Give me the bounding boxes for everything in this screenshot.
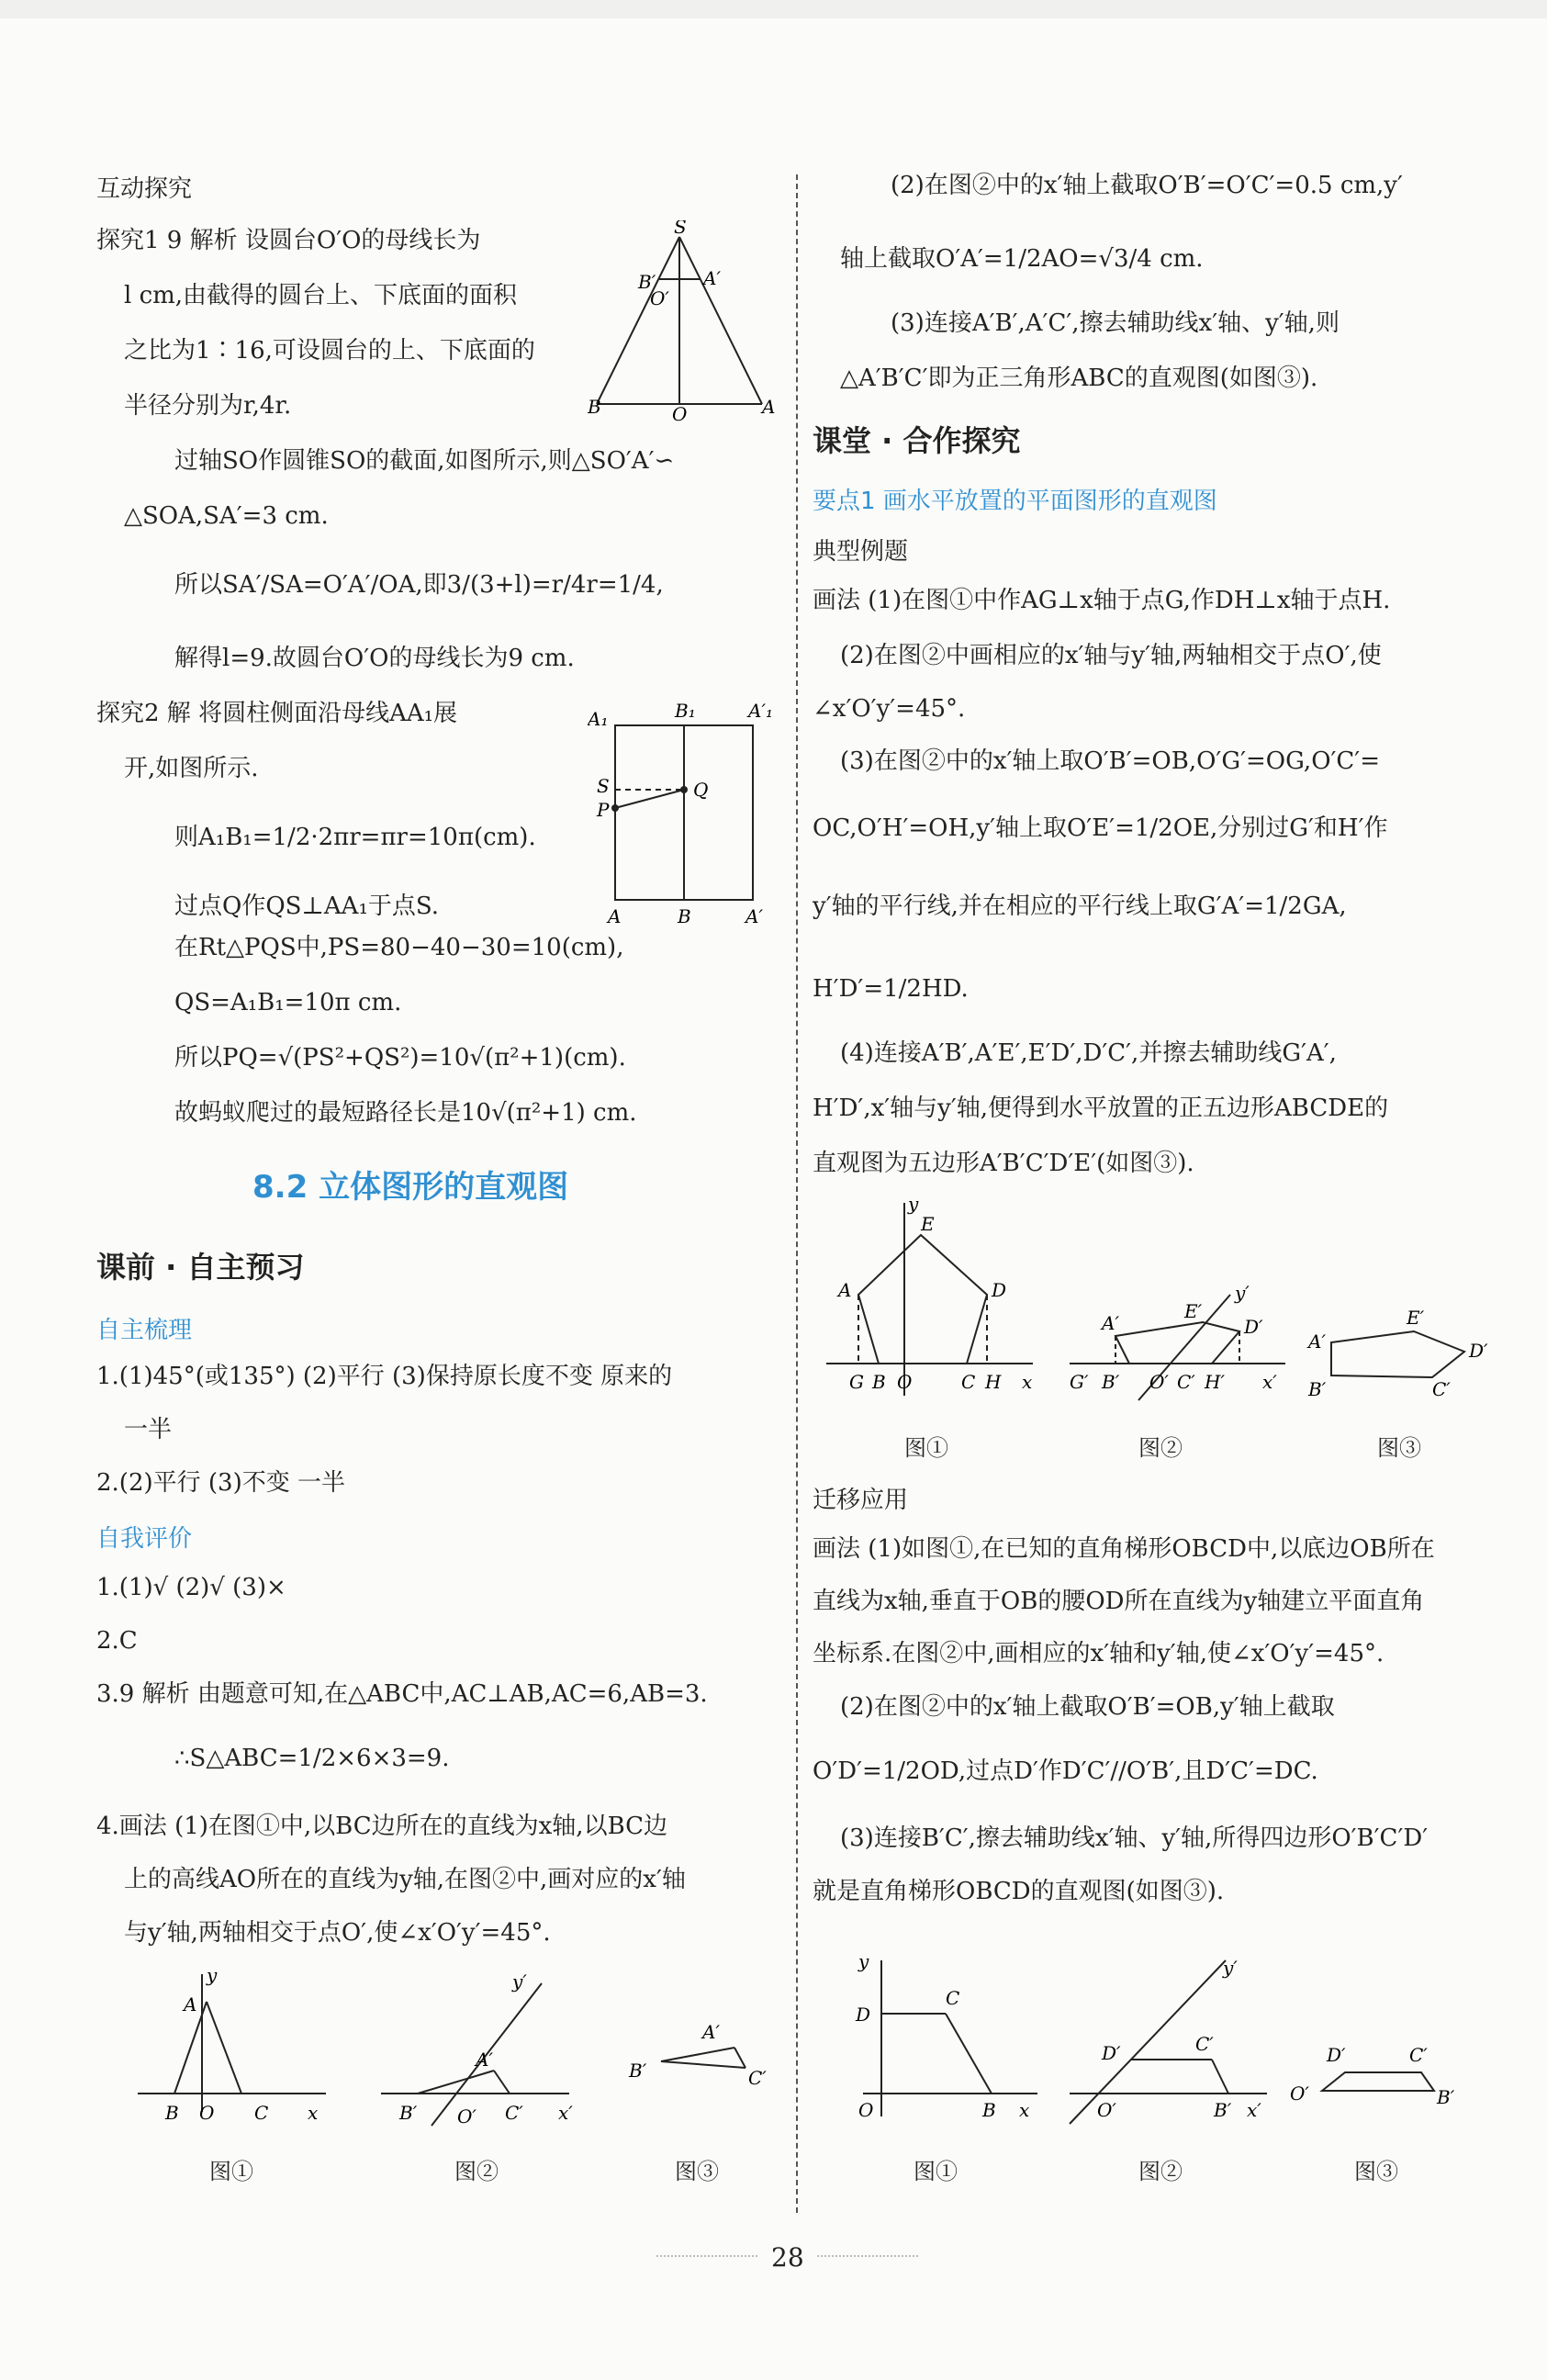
triangle-figure-3 — [624, 2011, 790, 2121]
formula-line: O′D′=1/2OD,过点D′作D′C′//O′B′,且D′C′=DC. — [813, 1757, 1318, 1785]
page-number: 28 — [771, 2242, 804, 2273]
svg-text:B: B — [678, 905, 691, 927]
subheading-transfer: 迁移应用 — [813, 1487, 909, 1514]
text-line: 2.(2)平行 (3)不变 一半 — [96, 1469, 345, 1497]
svg-text:A′₁: A′₁ — [748, 700, 774, 722]
svg-text:C′: C′ — [1409, 2044, 1428, 2066]
text-line: 1.(1)45°(或135°) (2)平行 (3)保持原长度不变 原来的 — [96, 1363, 673, 1390]
text-line: 在Rt△PQS中,PS=80−40−30=10(cm), — [174, 934, 624, 961]
text-line: 直观图为五边形A′B′C′D′E′(如图③). — [813, 1150, 1194, 1177]
svg-text:D′: D′ — [1244, 1316, 1263, 1338]
text-line: 直线为x轴,垂直于OB的腰OD所在直线为y轴建立平面直角 — [813, 1588, 1425, 1615]
svg-text:E: E — [921, 1213, 935, 1235]
text-line: (3)在图②中的x′轴上取O′B′=OB,O′G′=OG,O′C′= — [840, 747, 1380, 775]
text-line: 半径分别为r,4r. — [124, 392, 292, 420]
svg-text:C′: C′ — [505, 2102, 523, 2124]
svg-text:A₁: A₁ — [588, 708, 609, 730]
svg-text:S: S — [597, 775, 610, 797]
svg-text:O: O — [672, 403, 688, 422]
pentagon-figure-3 — [1304, 1304, 1497, 1405]
svg-text:D: D — [856, 2004, 871, 2026]
figure-caption: 图③ — [1354, 2159, 1398, 2184]
svg-text:E′: E′ — [1407, 1307, 1425, 1329]
figure-caption: 图② — [1138, 1435, 1183, 1461]
figure-caption: 图③ — [675, 2159, 719, 2184]
svg-text:B′: B′ — [399, 2102, 418, 2124]
svg-text:B₁: B₁ — [675, 700, 696, 722]
svg-text:H′: H′ — [1205, 1371, 1225, 1393]
text-line: 之比为1∶16,可设圆台的上、下底面的 — [124, 337, 535, 365]
svg-text:C: C — [946, 1987, 960, 2009]
svg-text:A: A — [184, 1993, 197, 2015]
svg-text:D: D — [992, 1279, 1007, 1301]
svg-text:O′: O′ — [1097, 2099, 1116, 2121]
subheading-keypoint: 要点1 画水平放置的平面图形的直观图 — [813, 488, 1217, 515]
trapezoid-figure-1 — [845, 1951, 1047, 2126]
text-line: OC,O′H′=OH,y′轴上取O′E′=1/2OE,分别过G′和H′作 — [813, 814, 1388, 842]
svg-text:y′: y′ — [1235, 1282, 1250, 1304]
svg-text:D′: D′ — [1469, 1340, 1488, 1362]
subheading-self-eval: 自我评价 — [96, 1525, 193, 1553]
trapezoid-figure-3 — [1285, 2034, 1478, 2126]
cone-section-figure — [588, 220, 790, 422]
text-line: H′D′=1/2HD. — [813, 975, 969, 1003]
pentagon-figure-2 — [1065, 1276, 1295, 1405]
svg-text:C′: C′ — [1432, 1378, 1451, 1400]
text-line: 探究2 解 将圆柱侧面沿母线AA₁展 — [96, 700, 458, 727]
svg-text:y: y — [207, 1965, 218, 1986]
text-line: 开,如图所示. — [124, 755, 259, 782]
heading-classroom: 课堂 · 合作探究 — [813, 423, 1021, 458]
text-line: △A′B′C′即为正三角形ABC的直观图(如图③). — [840, 365, 1318, 392]
svg-text:C′: C′ — [1195, 2033, 1214, 2055]
pentagon-figure-1 — [813, 1194, 1051, 1405]
svg-text:Q: Q — [693, 779, 709, 801]
text-line: 画法 (1)在图①中作AG⊥x轴于点G,作DH⊥x轴于点H. — [813, 587, 1391, 614]
text-line: 4.画法 (1)在图①中,以BC边所在的直线为x轴,以BC边 — [96, 1813, 668, 1840]
formula-line: 所以PQ=√(PS²+QS²)=10√(π²+1)(cm). — [174, 1044, 626, 1072]
svg-text:C: C — [254, 2102, 269, 2124]
svg-text:B: B — [982, 2099, 996, 2121]
svg-text:B′: B′ — [1102, 1371, 1120, 1393]
text-line: y′轴的平行线,并在相应的平行线上取G′A′=1/2GA, — [813, 892, 1347, 920]
svg-text:x′: x′ — [558, 2102, 573, 2124]
footer-ornament-left — [656, 2255, 757, 2257]
svg-text:x: x — [1019, 2099, 1030, 2121]
svg-text:x: x — [308, 2102, 319, 2124]
svg-text:E′: E′ — [1184, 1300, 1203, 1322]
text-line: 就是直角梯形OBCD的直观图(如图③). — [813, 1878, 1225, 1905]
text-line: 1.(1)√ (2)√ (3)× — [96, 1574, 286, 1601]
svg-text:P: P — [597, 799, 610, 821]
svg-text:D′: D′ — [1102, 2042, 1121, 2064]
triangle-figure-1 — [133, 1965, 335, 2130]
figure-caption: 图② — [1138, 2159, 1183, 2184]
text-line: 一半 — [124, 1416, 173, 1443]
figure-caption: 图① — [209, 2159, 253, 2184]
svg-text:A: A — [838, 1279, 852, 1301]
svg-text:D′: D′ — [1327, 2044, 1346, 2066]
svg-text:x: x — [1022, 1371, 1033, 1393]
formula-line: 所以SA′/SA=O′A′/OA,即3/(3+l)=r/4r=1/4, — [174, 571, 664, 599]
svg-text:O′: O′ — [650, 287, 669, 309]
figure-caption: 图② — [454, 2159, 499, 2184]
svg-text:O′: O′ — [1290, 2082, 1309, 2105]
svg-text:y: y — [858, 1951, 869, 1972]
text-line: 探究1 9 解析 设圆台O′O的母线长为 — [96, 227, 481, 254]
figure-caption: 图③ — [1377, 1435, 1421, 1461]
text-line: 过点Q作QS⊥AA₁于点S. — [174, 892, 440, 920]
text-line: 3.9 解析 由题意可知,在△ABC中,AC⊥AB,AC=6,AB=3. — [96, 1680, 708, 1708]
svg-text:S: S — [674, 220, 687, 238]
svg-text:A′: A′ — [476, 2049, 493, 2071]
text-line: 解得l=9.故圆台O′O的母线长为9 cm. — [174, 645, 575, 672]
section-label-interactive: 互动探究 — [96, 175, 193, 203]
svg-text:B: B — [588, 396, 601, 418]
text-line: 画法 (1)如图①,在已知的直角梯形OBCD中,以底边OB所在 — [813, 1535, 1435, 1563]
text-line: (3)连接B′C′,擦去辅助线x′轴、y′轴,所得四边形O′B′C′D′ — [840, 1824, 1429, 1852]
text-line: 故蚂蚁爬过的最短路径长是10√(π²+1) cm. — [174, 1099, 637, 1127]
svg-text:C: C — [961, 1371, 976, 1393]
text-line: l cm,由截得的圆台上、下底面的面积 — [124, 282, 518, 309]
formula-line: ∴S△ABC=1/2×6×3=9. — [174, 1745, 450, 1772]
svg-text:A′: A′ — [1102, 1312, 1119, 1334]
triangle-figure-2 — [376, 1965, 588, 2130]
column-divider — [796, 174, 798, 2213]
svg-text:y: y — [908, 1194, 919, 1215]
svg-text:x′: x′ — [1247, 2099, 1261, 2121]
text-line: (2)在图②中的x′轴上截取O′B′=OB,y′轴上截取 — [840, 1693, 1335, 1721]
subheading-summary: 自主梳理 — [96, 1317, 193, 1344]
svg-text:O: O — [199, 2102, 215, 2124]
formula-line: 则A₁B₁=1/2·2πr=πr=10π(cm). — [174, 824, 536, 851]
text-line: QS=A₁B₁=10π cm. — [174, 989, 402, 1016]
svg-text:A′: A′ — [703, 267, 721, 289]
svg-text:A′: A′ — [745, 905, 763, 927]
text-line: 上的高线AO所在的直线为y轴,在图②中,画对应的x′轴 — [124, 1866, 686, 1893]
text-line: ∠x′O′y′=45°. — [813, 695, 966, 723]
text-line: H′D′,x′轴与y′轴,便得到水平放置的正五边形ABCDE的 — [813, 1095, 1389, 1122]
text-line: (2)在图②中的x′轴上截取O′B′=O′C′=0.5 cm,y′ — [891, 172, 1403, 199]
svg-text:x′: x′ — [1262, 1371, 1277, 1393]
svg-text:B′: B′ — [1437, 2086, 1455, 2108]
svg-text:A: A — [608, 905, 622, 927]
svg-text:B: B — [165, 2102, 179, 2124]
svg-text:O′: O′ — [1149, 1371, 1169, 1393]
text-line: 与y′轴,两轴相交于点O′,使∠x′O′y′=45°. — [124, 1919, 551, 1947]
svg-text:B: B — [872, 1371, 886, 1393]
svg-text:H: H — [985, 1371, 1002, 1393]
svg-text:y′: y′ — [512, 1970, 527, 1993]
trapezoid-figure-2 — [1065, 1951, 1285, 2126]
svg-text:O: O — [858, 2099, 874, 2121]
text-line: 过轴SO作圆锥SO的截面,如图所示,则△SO′A′∽ — [174, 447, 675, 475]
svg-text:B′: B′ — [1308, 1378, 1327, 1400]
text-line: (3)连接A′B′,A′C′,擦去辅助线x′轴、y′轴,则 — [891, 309, 1340, 337]
svg-text:A′: A′ — [702, 2021, 720, 2043]
svg-text:O: O — [897, 1371, 913, 1393]
svg-text:G: G — [849, 1371, 864, 1393]
svg-text:y′: y′ — [1223, 1957, 1238, 1979]
footer-ornament-right — [817, 2255, 918, 2257]
section-title: 8.2 立体图形的直观图 — [252, 1169, 569, 1206]
text-line: 坐标系.在图②中,画相应的x′轴和y′轴,使∠x′O′y′=45°. — [813, 1640, 1384, 1667]
svg-text:C′: C′ — [1177, 1371, 1195, 1393]
svg-text:G′: G′ — [1070, 1371, 1089, 1393]
top-band — [0, 0, 1547, 18]
svg-text:O′: O′ — [457, 2105, 476, 2127]
svg-text:B′: B′ — [638, 271, 656, 293]
heading-preview: 课前 · 自主预习 — [96, 1250, 305, 1285]
svg-text:C′: C′ — [748, 2067, 767, 2089]
svg-text:A′: A′ — [1308, 1330, 1326, 1353]
svg-text:A: A — [762, 396, 776, 418]
text-line: (4)连接A′B′,A′E′,E′D′,D′C′,并擦去辅助线G′A′, — [840, 1039, 1337, 1067]
text-line: (2)在图②中画相应的x′轴与y′轴,两轴相交于点O′,使 — [840, 642, 1382, 669]
figure-caption: 图① — [904, 1435, 948, 1461]
text-line: 2.C — [96, 1627, 138, 1655]
formula-line: 轴上截取O′A′=1/2AO=√3/4 cm. — [840, 245, 1204, 273]
cylinder-unrolled-figure — [588, 693, 790, 932]
figure-caption: 图① — [914, 2159, 958, 2184]
text-line: △SOA,SA′=3 cm. — [124, 502, 329, 530]
svg-text:B′: B′ — [629, 2060, 647, 2082]
svg-text:B′: B′ — [1214, 2099, 1232, 2121]
subheading-examples: 典型例题 — [813, 538, 909, 566]
